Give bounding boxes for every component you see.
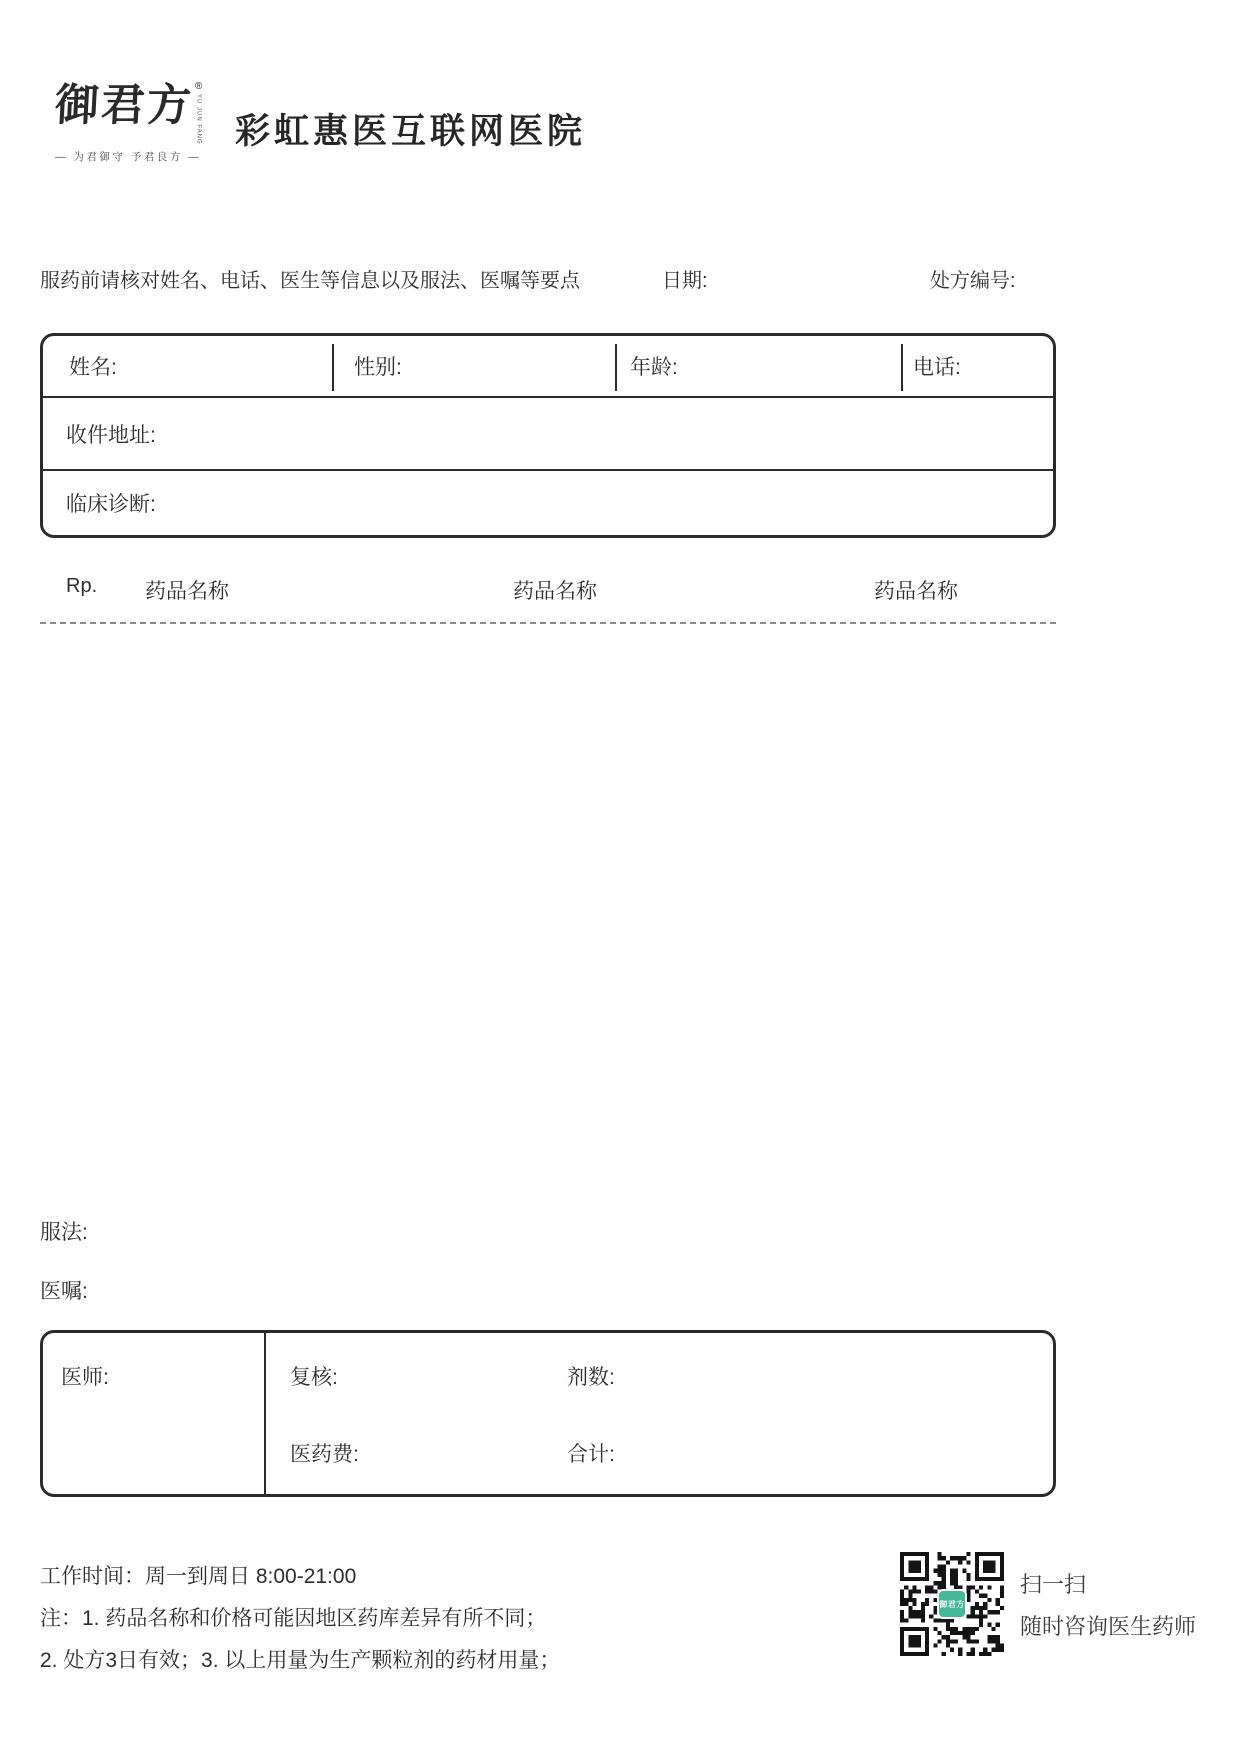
rp-header-row: [40, 575, 1056, 603]
physician-label: 医师:: [61, 1366, 109, 1389]
rp-label: Rp.: [66, 575, 98, 597]
date-label: 日期:: [662, 270, 708, 292]
patient-name-field: [43, 336, 334, 396]
note-line-1: 注：1. 药品名称和价格可能因地区药库差异有所不同；: [40, 1607, 547, 1630]
brand-tagline: — 为君御守 予君良方 —: [55, 150, 202, 163]
clinical-diagnosis-label: 临床诊断:: [66, 493, 156, 516]
clinical-diagnosis-field: [43, 471, 1053, 535]
review-fee-cell: [266, 1333, 1053, 1494]
medicine-fee-label: 医药费:: [290, 1443, 359, 1466]
shipping-address-label: 收件地址:: [66, 423, 156, 447]
drug-name-column-2: 药品名称: [513, 580, 597, 603]
dose-count-label: 剂数:: [567, 1366, 615, 1389]
qr-code: [900, 1552, 1004, 1656]
patient-name-label: 姓名:: [69, 356, 117, 379]
brand-block: [55, 82, 205, 164]
physician-cell: [43, 1333, 266, 1494]
shipping-address-field: [43, 398, 1053, 471]
drug-name-column-3: 药品名称: [874, 580, 958, 603]
patient-basic-row: [43, 336, 1053, 398]
drug-name-column-1: 药品名称: [145, 580, 229, 603]
prescription-number-label: 处方编号:: [930, 270, 1016, 292]
total-label: 合计:: [567, 1443, 615, 1466]
work-hours-line: 工作时间：周一到周日 8:00-21:00: [40, 1565, 357, 1588]
brand-romanized-text: YU JUN FANG: [195, 94, 202, 145]
review-label: 复核:: [290, 1366, 338, 1389]
brand-logo-text: 御君方: [53, 80, 195, 131]
patient-phone-field: [903, 336, 1053, 396]
hospital-title: 彩虹惠医互联网医院: [235, 112, 587, 151]
patient-gender-label: 性别:: [354, 356, 402, 379]
drug-list-divider: [40, 622, 1056, 624]
patient-info-box: [40, 333, 1056, 538]
doctor-advice-label: 医嘱:: [40, 1280, 88, 1303]
patient-age-field: [617, 336, 903, 396]
registered-trademark-icon: ®: [195, 81, 203, 92]
qr-caption-consult: 随时咨询医生药师: [1020, 1614, 1197, 1639]
signature-fee-box: [40, 1330, 1056, 1497]
verification-notice: 服药前请核对姓名、电话、医生等信息以及服法、医嘱等要点: [40, 270, 580, 292]
patient-age-label: 年龄:: [630, 356, 678, 379]
note-line-2: 2. 处方3日有效；3. 以上用量为生产颗粒剂的药材用量；: [40, 1649, 561, 1672]
qr-caption-scan: 扫一扫: [1020, 1572, 1087, 1597]
patient-gender-field: [334, 336, 617, 396]
qr-center-logo: 御君方: [937, 1589, 967, 1619]
usage-label: 服法:: [40, 1221, 88, 1244]
patient-phone-label: 电话:: [913, 356, 961, 379]
footer-notes: [40, 1556, 560, 1682]
